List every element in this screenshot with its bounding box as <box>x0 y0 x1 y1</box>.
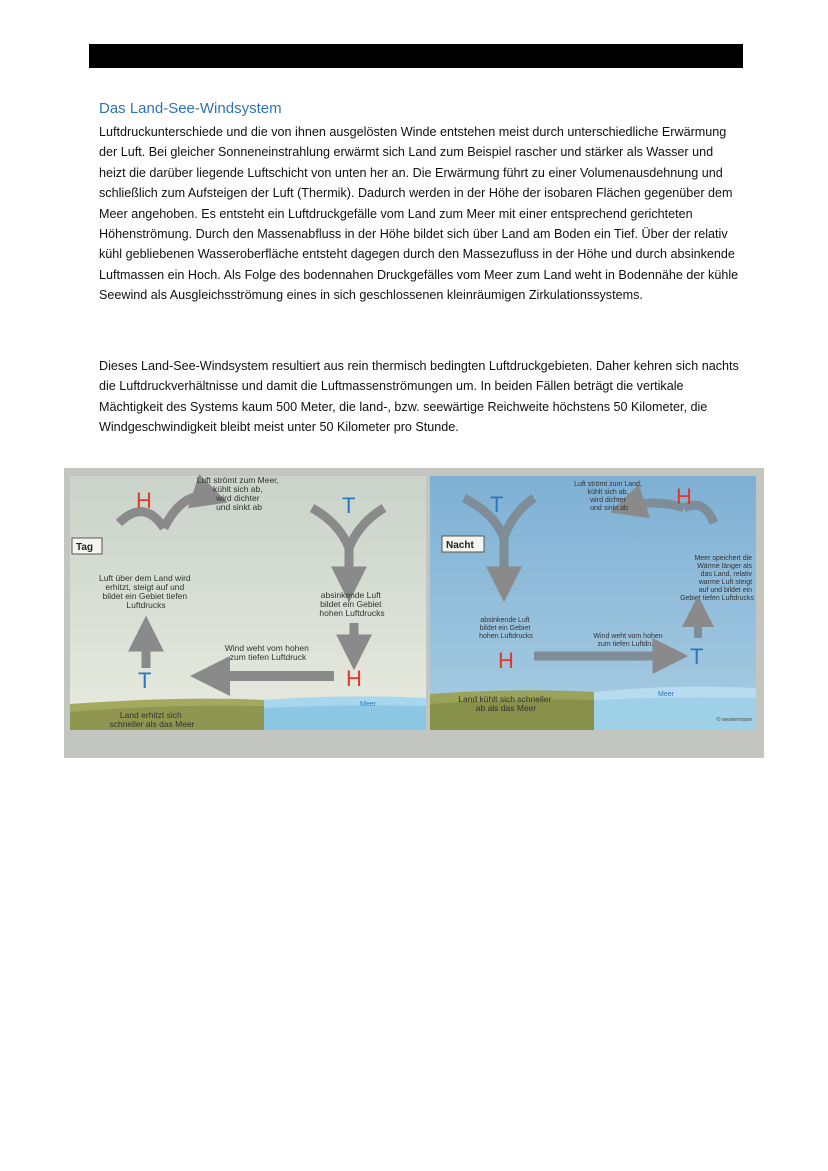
night-low-upper: T <box>490 492 504 517</box>
day-top-text: Luft strömt zum Meer, kühlt sich ab, wird dichter und sinkt ab <box>196 475 279 512</box>
day-high-upper: H <box>136 488 152 513</box>
night-right-text: Meer speichert die Wärme länger als das Land, relativ warme Luft steigt auf und bildet ein Gebiet tiefen Luftdrucks <box>680 555 754 602</box>
day-left-text: Luft über dem Land wird erhitzt, steigt auf und bildet ein Gebiet tiefen Luftdrucks <box>98 573 191 610</box>
day-low-ground: T <box>138 668 152 693</box>
night-high-upper: H <box>676 484 692 509</box>
night-sea-label: Meer <box>658 691 674 698</box>
redaction-bar <box>89 44 743 68</box>
night-upper-arrow <box>624 503 684 508</box>
day-low-upper: T <box>342 493 356 518</box>
paragraph-2: Dieses Land-See-Windsystem resultiert aus rein thermisch bedingten Luftdruckgebieten. Daher kehren sich nachts die Luftdruckverhältnisse und damit die Luftmassenströmungen um. In beiden Fällen beträgt die vertikale Mächtigkeit des Systems kaum 500 Meter, die land-, bzw. seewärtige Reichweite höchstens 50 Kilometer, die Windgeschwindigkeit bleibt meist unter 50 Kilometer pro Stunde. <box>99 359 739 435</box>
night-tag: Nacht <box>446 540 474 551</box>
night-low-ground: T <box>690 644 704 669</box>
night-panel <box>430 476 756 730</box>
day-tag: Tag <box>76 542 94 553</box>
night-high-ground: H <box>498 648 514 673</box>
night-wind-text: Wind weht vom hohen zum tiefen Luftdruck <box>593 633 663 648</box>
day-right-text: absinkende Luft bildet ein Gebiet hohen Luftdrucks <box>319 590 385 618</box>
day-wind-text: Wind weht vom hohen zum tiefen Luftdruck <box>224 643 309 662</box>
day-ground-text: Land erhitzt sich schneller als das Meer <box>109 710 195 729</box>
land-sea-wind-diagram <box>64 468 764 758</box>
day-panel <box>70 475 426 730</box>
night-ground-text: Land kühlt sich schneller ab als das Meer <box>458 694 552 713</box>
document-title: Das Land-See-Windsystem <box>99 100 282 117</box>
day-high-ground: H <box>346 666 362 691</box>
copyright: © westermann <box>716 717 752 723</box>
night-top-text: Luft strömt zum Land, kühlt sich ab, wird dichter und sinkt ab <box>574 481 642 512</box>
day-sea-label: Meer <box>360 701 376 708</box>
paragraph-1: Luftdruckunterschiede und die von ihnen ausgelösten Winde entstehen meist durch unterschiedliche Erwärmung der Luft. Bei gleicher Sonneneinstrahlung erwärmt sich Land zum Beispiel rascher und stärker als Wasser und heizt die darüber liegende Luftschicht von unten her an. Die Erwärmung führt zu einer Volumenausdehnung und schließlich zum Aufsteigen der Luft (Thermik). Dadurch werden in der Höhe der isobaren Flächen gegenüber dem Meer angehoben. Es entsteht ein Luftdruckgefälle vom Land zum Meer mit einer entsprechend gerichteten Höhenströmung. Durch den Massenabfluss in der Höhe bildet sich über Land am Boden ein Tief. Über der relativ kühl gebliebenen Wasseroberfläche entsteht dagegen durch den Massezufluss in der Höhe und durch absinkende Luftmassen ein Hoch. Als Folge des bodennahen Druckgefälles vom Meer zum Land weht in Bodennähe der kühle Seewind als Ausgleichsströmung eines in sich geschlossenen kleinräumigen Zirkulationssystems. <box>99 125 739 303</box>
night-left-text: absinkende Luft bildet ein Gebiet hohen Luftdrucks <box>479 617 533 640</box>
